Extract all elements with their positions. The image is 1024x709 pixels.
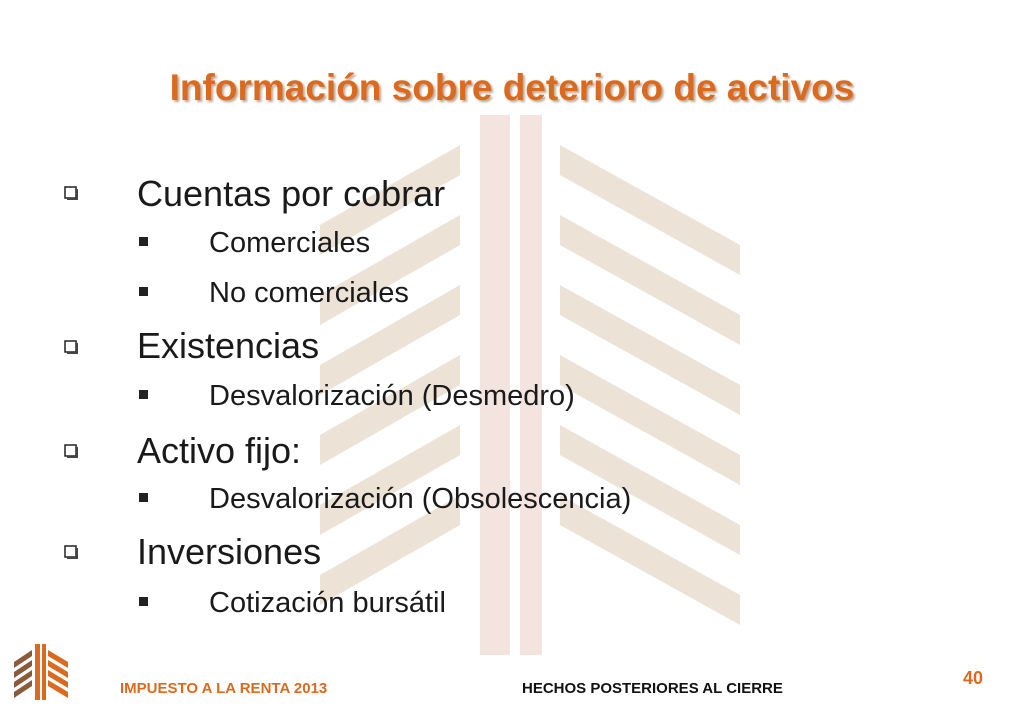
subbullet-label: Desvalorización (Desmedro) <box>209 380 575 412</box>
subbullet-label: Desvalorización (Obsolescencia) <box>209 483 632 515</box>
hollow-square-icon <box>64 545 79 560</box>
hollow-square-icon <box>64 444 79 459</box>
subbullet-label: Comerciales <box>209 227 371 259</box>
slide-title: Información sobre deterioro de activos <box>169 67 855 108</box>
bullet-label: Inversiones <box>137 531 322 572</box>
filled-square-icon <box>139 390 148 399</box>
bullet-label: Existencias <box>137 325 320 366</box>
filled-square-icon <box>139 597 148 606</box>
filled-square-icon <box>139 237 148 246</box>
hollow-square-icon <box>64 340 79 355</box>
building-logo-icon <box>10 640 72 702</box>
subbullet-label: Cotización bursátil <box>209 587 446 619</box>
hollow-square-icon <box>64 186 79 201</box>
subbullet-label: No comerciales <box>209 277 409 309</box>
footer-left-text: IMPUESTO A LA RENTA 2013 <box>120 680 328 697</box>
bullet-label: Cuentas por cobrar <box>137 173 446 214</box>
filled-square-icon <box>139 493 148 502</box>
page-number: 40 <box>963 668 984 688</box>
bullet-label: Activo fijo: <box>137 430 302 471</box>
footer-center-text: HECHOS POSTERIORES AL CIERRE <box>522 680 783 697</box>
filled-square-icon <box>139 287 148 296</box>
